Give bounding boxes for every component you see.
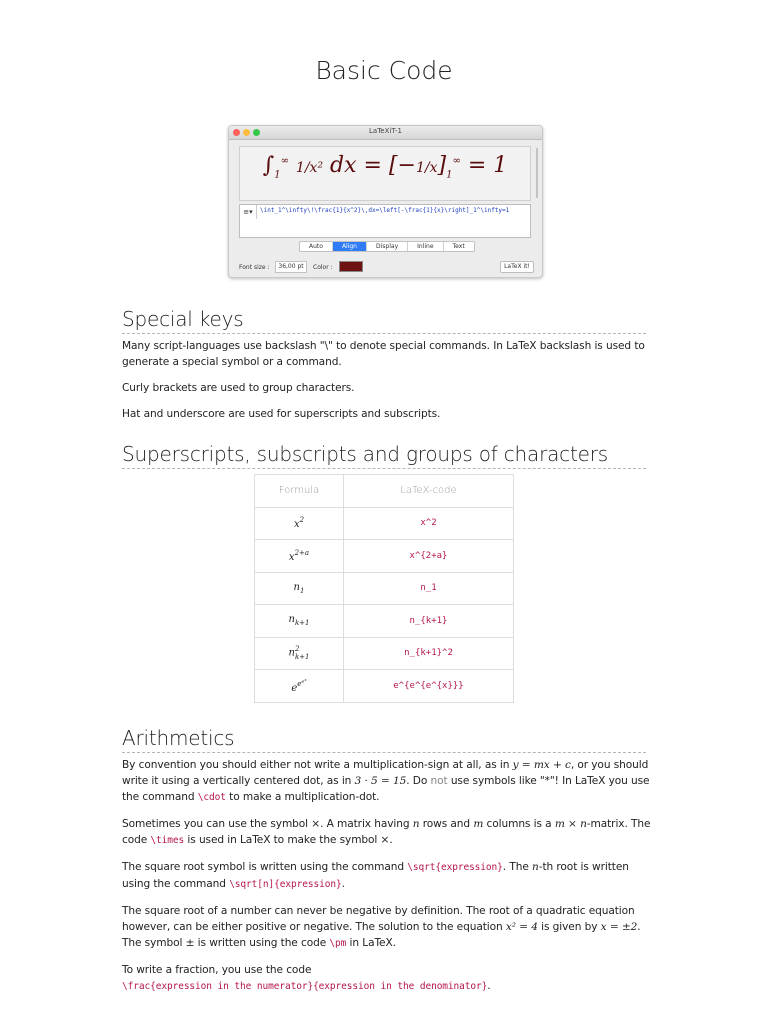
page-title: Basic Code (315, 56, 453, 85)
rendered-formula: $\int_1^\infty$ 1/x² dx = $[-1/x]_1^\infty = 1$ (262, 153, 508, 181)
table-row (255, 507, 514, 540)
special-keys-paragraph-1: Many script-languages use backslash "\" to denote special commands. In LaTeX backslash is used to generate a special symbol or a command. (122, 340, 645, 368)
latex-code-cell: n_{k+1} (344, 605, 514, 638)
table-header-row (255, 475, 514, 508)
table-row (255, 540, 514, 573)
times-code: \times (150, 835, 185, 846)
pm-code: \pm (329, 938, 347, 949)
font-size-label: Font size : (239, 264, 270, 271)
mode-text: Text (452, 243, 465, 250)
mode-selector (299, 241, 475, 252)
table-row (255, 670, 514, 703)
font-size-field: 36,00 pt (275, 261, 307, 273)
preview-scrollbar (536, 148, 538, 198)
special-keys-paragraph-2: Curly brackets are used to group characters. (122, 382, 355, 394)
superscripts-heading: Superscripts, subscripts and groups of characters (122, 442, 646, 469)
superscripts-table (254, 474, 514, 703)
table-row (255, 605, 514, 638)
special-keys-paragraph-3: Hat and underscore are used for superscripts and subscripts. (122, 408, 441, 420)
table-row (255, 637, 514, 670)
color-swatch (339, 261, 363, 272)
arithmetics-heading: Arithmetics (122, 726, 646, 753)
arithmetics-paragraph-4: The square root of a number can never be negative by definition. The root of a quadratic equation however, can be either positive or negative. The solution to the equation x² = 4 is given by x = ±2. The symbol ± is written using the code \pm in LaTeX. (122, 905, 641, 949)
arithmetics-paragraph-3: The square root symbol is written using the command \sqrt{expression}. The n-th root is written using the command \sqrt[n]{expression}. (122, 861, 629, 890)
latex-code-cell: n_1 (344, 572, 514, 605)
formula-cell: $x^{2+a}$ (255, 540, 344, 573)
latex-source-text: \int_1^\infty\!\frac{1}{x^2}\,dx=\left[-\frac{1}{x}\right]_1^\infty=1 (260, 207, 510, 214)
table-row (255, 572, 514, 605)
latex-it-button: LaTeX it! (500, 261, 534, 273)
latex-code-cell: n_{k+1}^2 (344, 637, 514, 670)
latex-code-cell: e^{e^{e^{x}}} (344, 670, 514, 703)
sqrt-code: \sqrt{expression} (407, 862, 503, 873)
formula-cell: $x^2$ (255, 507, 344, 540)
formula-cell: $n_1$ (255, 572, 344, 605)
formula-column-header: Formula (255, 475, 344, 508)
mode-display: Display (367, 242, 408, 251)
window-titlebar (229, 126, 542, 140)
mode-inline: Inline (408, 242, 443, 251)
formula-cell: $n_{k+1}$ (255, 605, 344, 638)
formula-cell: n2 k+1 (255, 637, 344, 670)
cdot-code: \cdot (197, 792, 226, 803)
latexit-bottom-bar (239, 261, 534, 273)
formula-cell: $e^{e^{e^x}}$ (255, 670, 344, 703)
frac-code: \frac{expression in the numerator}{expression in the denominator} (122, 981, 488, 992)
arithmetics-paragraph-2: Sometimes you can use the symbol ×. A matrix having n rows and m columns is a m × n-matrix. The code \times is used in LaTeX to make the symbol ×. (122, 818, 651, 846)
window-title: LaTeXiT-1 (369, 127, 402, 135)
mode-align: Align (333, 242, 367, 251)
nth-root-code: \sqrt[n]{expression} (229, 879, 342, 890)
special-keys-heading: Special keys (122, 307, 646, 334)
latexit-window (228, 125, 543, 278)
arithmetics-paragraph-5: To write a fraction, you use the code \frac{expression in the numerator}{expression in the denominator}. (122, 964, 491, 992)
latex-source-editor (239, 204, 531, 238)
mode-auto: Auto (300, 242, 333, 251)
editor-menu-icon: ≡▾ (240, 205, 257, 219)
latex-code-column-header: LaTeX-code (344, 475, 514, 508)
formula-preview (239, 146, 531, 201)
latex-code-cell: x^{2+a} (344, 540, 514, 573)
latex-code-cell: x^2 (344, 507, 514, 540)
color-label: Color : (313, 264, 333, 271)
arithmetics-paragraph-1: By convention you should either not write a multiplication-sign at all, as in y = mx + c, or you should write it using a vertically centered dot, as in 3 · 5 = 15. Do not use symbols like "*"! In LaTeX you use the command \cdot to make a multiplication-dot. (122, 759, 650, 803)
